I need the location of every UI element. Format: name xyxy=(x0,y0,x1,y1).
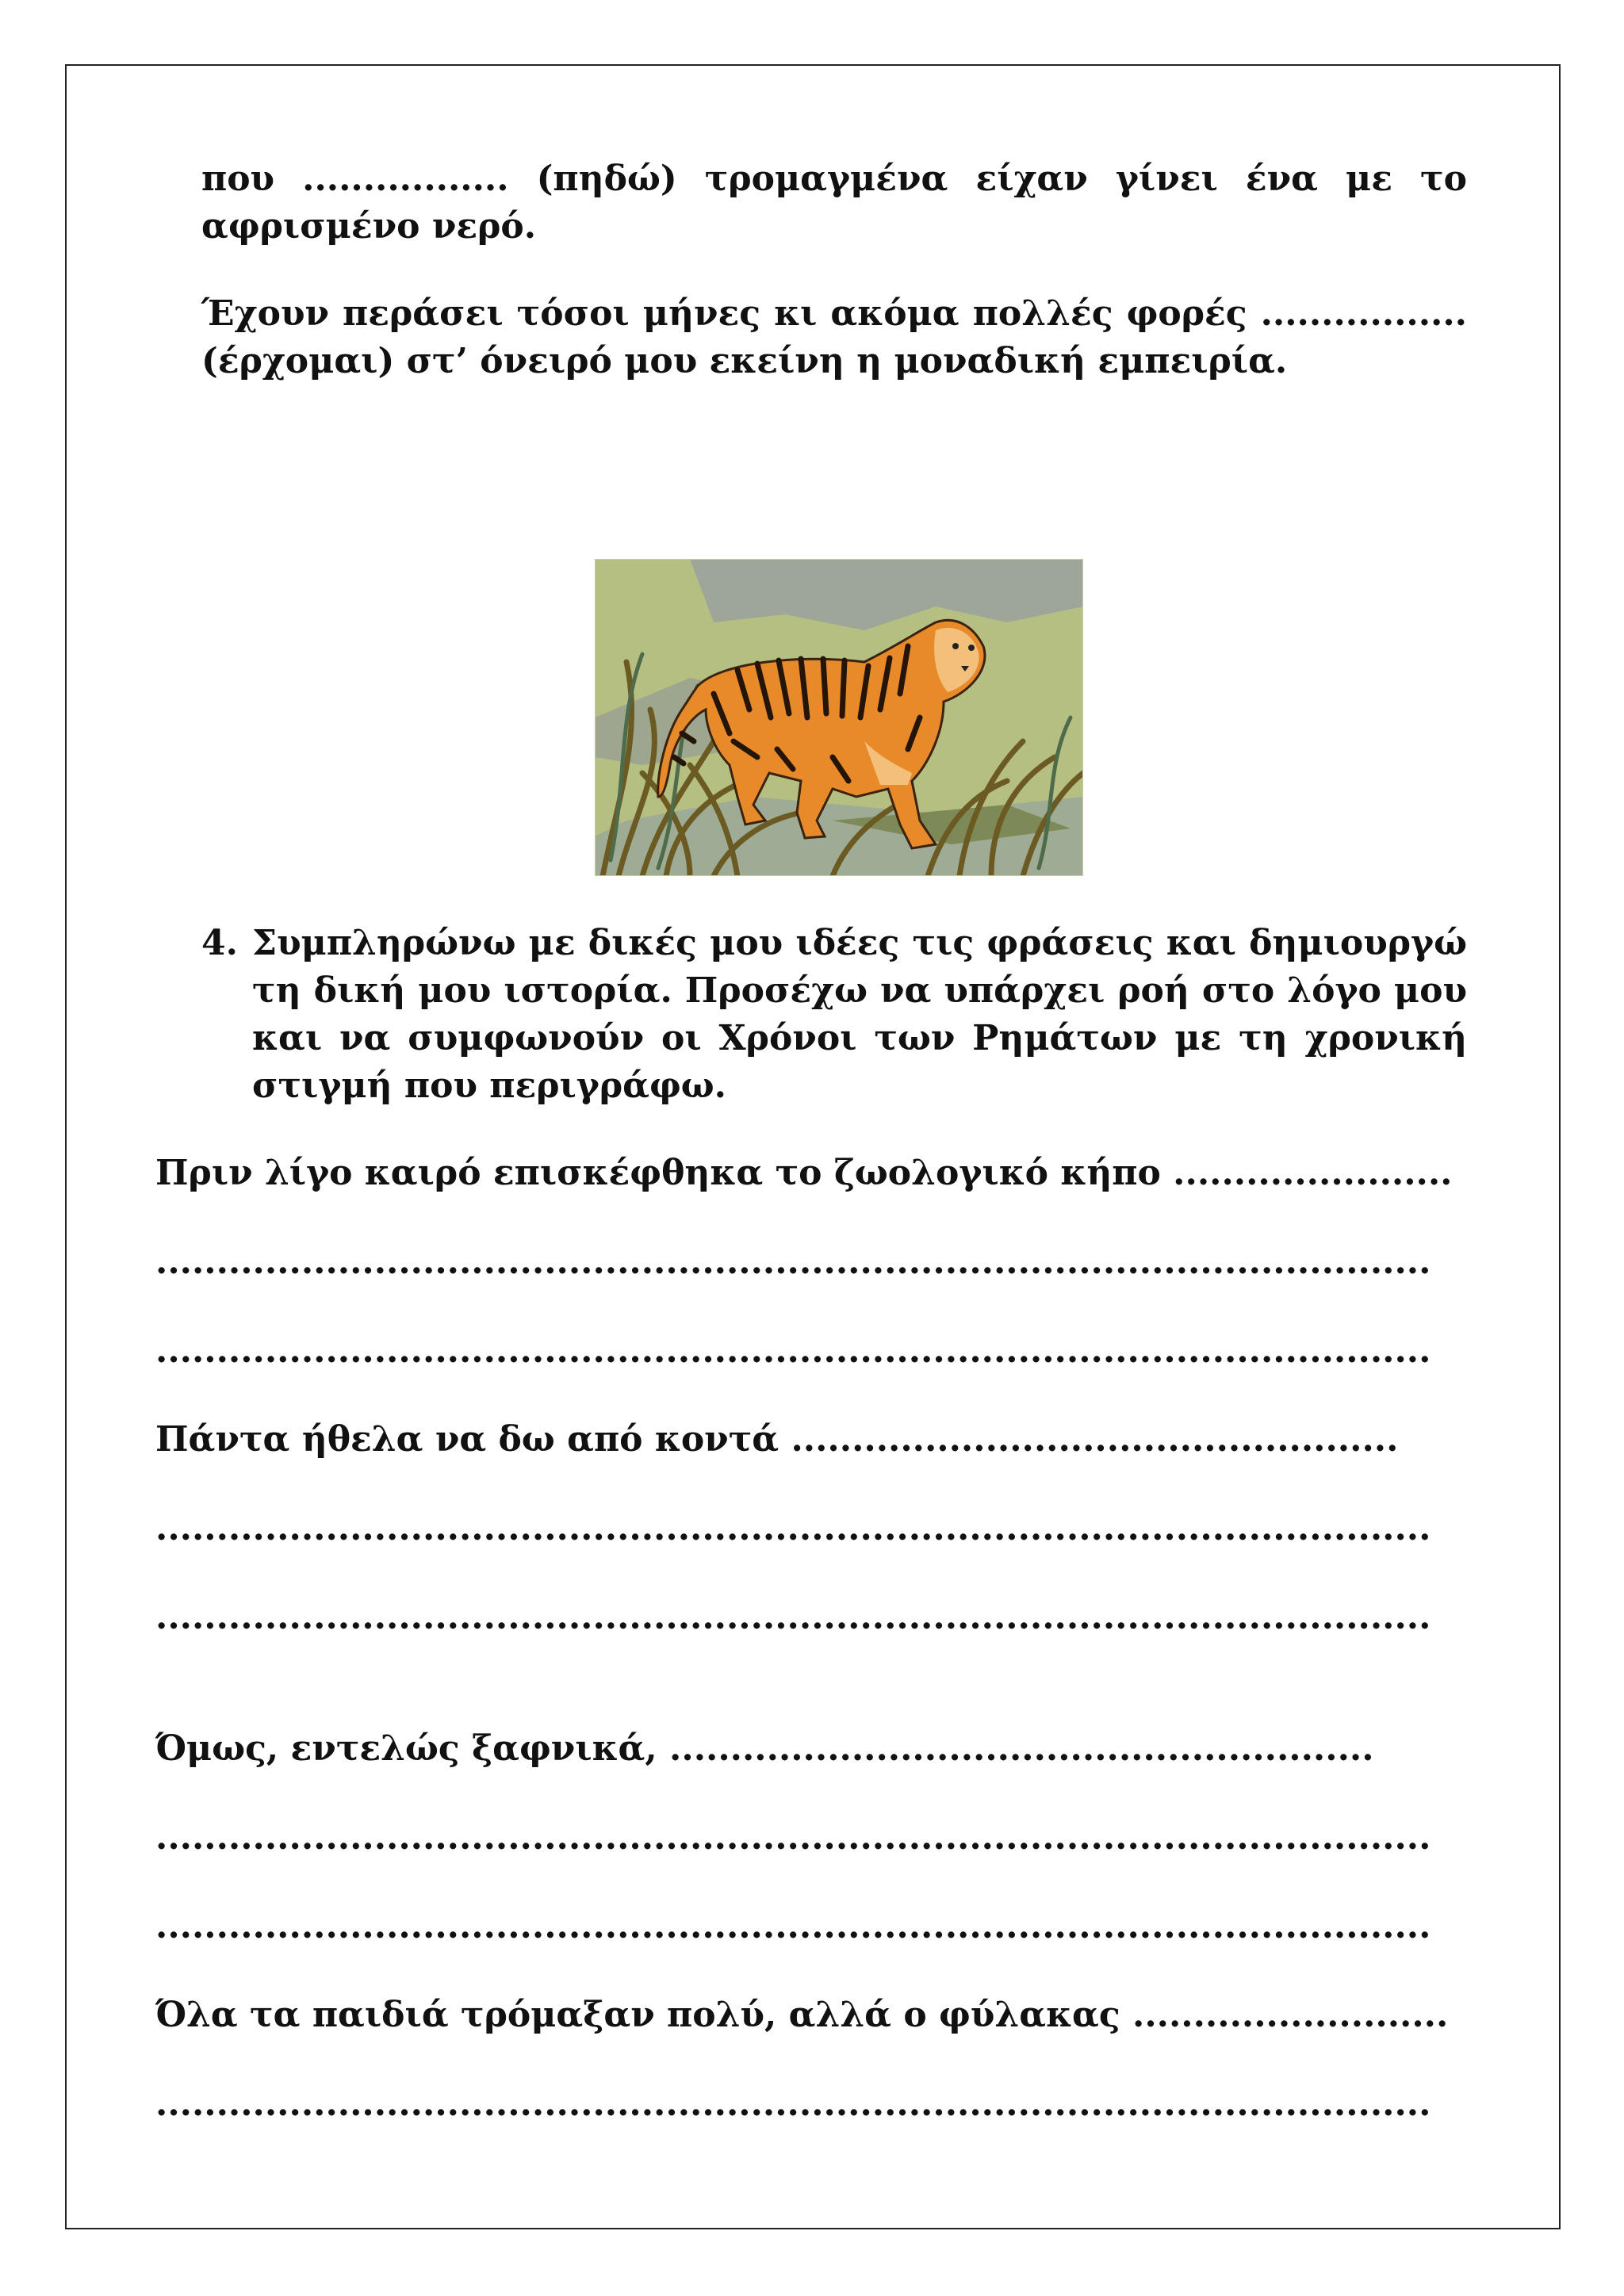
exercise4-line1: Συμπληρώνω με δικές μου ιδέες τις φράσεις και δημιουργώ xyxy=(252,923,1467,963)
exercise-4 xyxy=(201,920,1467,1110)
exercise4-line4: στιγμή που περιγράφω. xyxy=(252,1066,726,1106)
story-prompt-2[interactable]: Πάντα ήθελα να δω από κοντά .................................................. xyxy=(155,1419,1399,1460)
blank-line[interactable]: ......................................................................................................... xyxy=(155,1242,1431,1282)
blank-line[interactable]: ......................................................................................................... xyxy=(155,2084,1431,2124)
paragraph1-line2: αφρισμένο νερό. xyxy=(201,206,537,247)
blank-line[interactable]: ......................................................................................................... xyxy=(155,1508,1431,1548)
tiger-illustration xyxy=(595,559,1083,876)
story-prompt-3[interactable]: Όμως, εντελώς ξαφνικά, .......................................................... xyxy=(155,1728,1374,1769)
story-prompt-4[interactable]: Όλα τα παιδιά τρόμαξαν πολύ, αλλά ο φύλακας .......................... xyxy=(155,1995,1449,2035)
blank-line[interactable]: ......................................................................................................... xyxy=(155,1330,1431,1371)
paragraph1-line1: που ................. (πηδώ) τρομαγμένα είχαν γίνει ένα με το xyxy=(201,159,1467,199)
story-prompt-1[interactable]: Πριν λίγο καιρό επισκέφθηκα το ζωολογικό κήπο ....................... xyxy=(155,1153,1453,1193)
blank-line[interactable]: ......................................................................................................... xyxy=(155,1906,1431,1946)
blank-line[interactable]: ......................................................................................................... xyxy=(155,1817,1431,1858)
blank-line[interactable]: ......................................................................................................... xyxy=(155,1597,1431,1637)
paragraph2-line1: Έχουν περάσει τόσοι μήνες κι ακόμα πολλές φορές ................. xyxy=(201,293,1467,334)
exercise4-line2: τη δική μου ιστορία. Προσέχω να υπάρχει ροή στο λόγο μου xyxy=(252,970,1467,1011)
paragraph2-line2: (έρχομαι) στ’ όνειρό μου εκείνη η μοναδική εμπειρία. xyxy=(201,341,1288,381)
exercise4-line3: και να συμφωνούν οι Χρόνοι των Ρημάτων με τη χρονική xyxy=(252,1018,1467,1058)
exercise-number: 4. xyxy=(201,923,238,963)
